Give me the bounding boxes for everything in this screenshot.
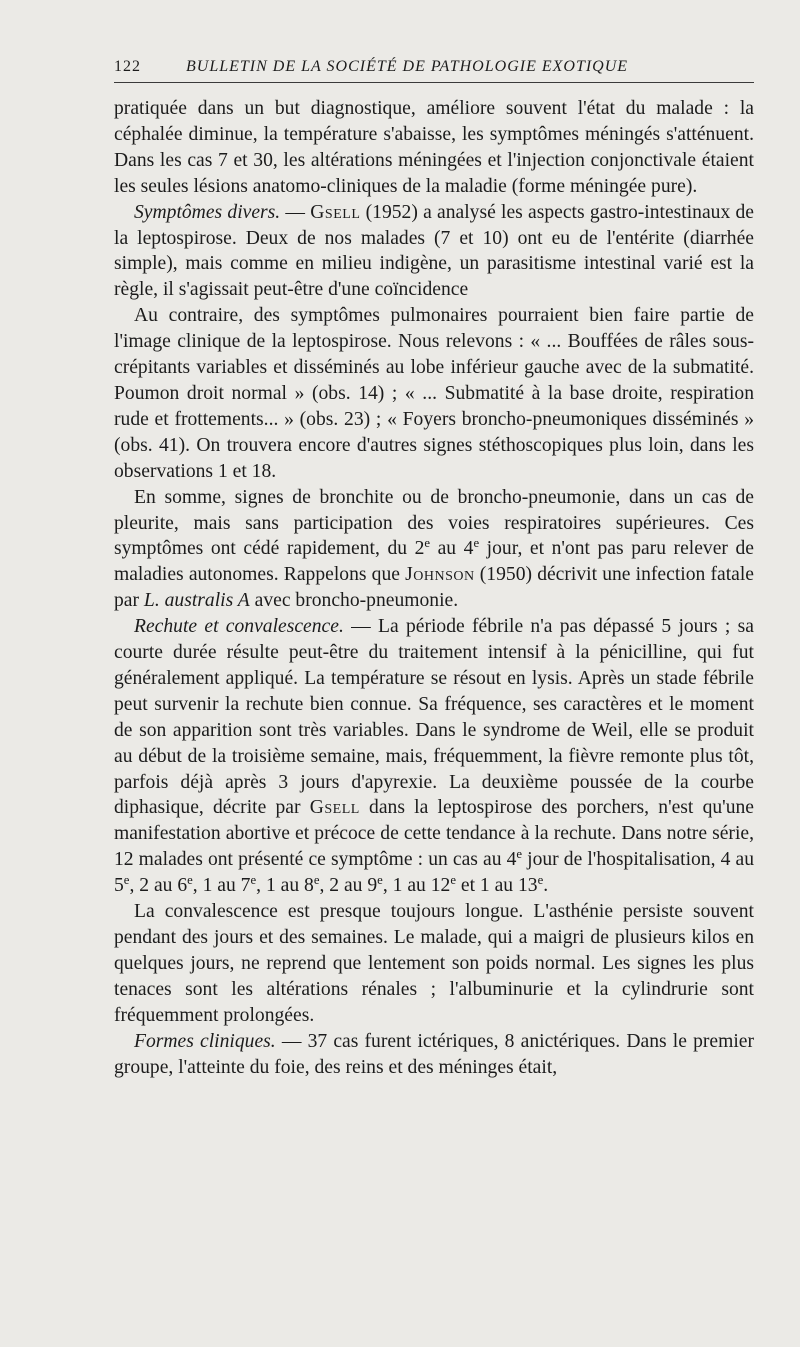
paragraph-2: Symptômes divers. — Gsell (1952) a analysé les aspects gastro-intestinaux de la leptospirose. Deux de nos malades (7 et 10) ont eu de l'entérite (diarrhée simple), mais comme en milieu indigène, un parasitisme intestinal varié est la règle, il s'agissait peut-être d'une coïncidence (114, 201, 754, 301)
paragraph-4: En somme, signes de bronchite ou de broncho-pneumonie, dans un cas de pleurite, mais sans participation des voies respiratoires supérieures. Ces symptômes ont cédé rapidement, du 2e au 4e jour, et n'ont pas paru relever de maladies autonomes. Rappelons que Johnson (1950) décrivit une infection fatale par L. australis A avec broncho-pneumonie. (114, 486, 754, 612)
body-text (114, 96, 754, 1080)
paragraph-1: pratiquée dans un but diagnostique, améliore souvent l'état du malade : la céphalée diminue, la température s'abaisse, les symptômes méningés s'atténuent. Dans les cas 7 et 30, les altérations méningées et l'injection conjonctivale étaient les seules lésions anatomo-cliniques de la maladie (forme méningée pure). (114, 98, 754, 197)
paragraph-6: La convalescence est presque toujours longue. L'asthénie persiste souvent pendant des jours et des semaines. Le malade, qui a maigri de plusieurs kilos en quelques jours, ne reprend que lentement son poids normal. Les signes les plus tenaces sont les altérations rénales ; l'albuminurie et la cylindrurie sont fréquemment prolongées. (114, 901, 754, 1026)
journal-title: BULLETIN DE LA SOCIÉTÉ DE PATHOLOGIE EXOTIQUE (186, 58, 629, 75)
section-heading-formes-cliniques: Formes cliniques. (134, 1030, 276, 1052)
paragraph-5: Rechute et convalescence. — La période fébrile n'a pas dépassé 5 jours ; sa courte durée résulte peut-être du traitement intensif à la pénicilline, qui fut généralement appliqué. La température se résout en lysis. Après un stade fébrile peut survenir la rechute bien connue. Sa fréquence, ses caractères et le moment de son apparition sont très variables. Dans le syndrome de Weil, elle se produit au début de la troisième semaine, mais, fréquemment, la fièvre remonte plus tôt, parfois déjà après 3 jours d'apyrexie. La deuxième poussée de la courbe diphasique, décrite par Gsell dans la leptospirose des porchers, n'est qu'une manifestation abortive et précoce de cette tendance à la rechute. Dans notre série, 12 malades ont présenté ce symptôme : un cas au 4e jour de l'hospitalisation, 4 au 5e, 2 au 6e, 1 au 7e, 1 au 8e, 2 au 9e, 1 au 12e et 1 au 13e. (114, 616, 754, 897)
section-heading-symptomes-divers: Symptômes divers. (134, 201, 281, 223)
page-number: 122 (114, 58, 141, 75)
species-name: L. australis A (143, 590, 250, 612)
section-heading-rechute: Rechute et convalescence. (134, 616, 344, 638)
paragraph-7: Formes cliniques. — 37 cas furent ictériques, 8 anictériques. Dans le premier groupe, l'atteinte du foie, des reins et des méninges était, (114, 1030, 754, 1078)
author-gsell: Gsell (310, 201, 361, 223)
paragraph-3: Au contraire, des symptômes pulmonaires pourraient bien faire partie de l'image clinique de la leptospirose. Nous relevons : « ... Bouffées de râles sous-crépitants variables et disséminés au lobe inférieur gauche avec de la submatité. Poumon droit normal » (obs. 14) ; « ... Submatité à la base droite, respiration rude et frottements... » (obs. 23) ; « Foyers broncho-pneumoniques disséminés » (obs. 41). On trouvera encore d'autres signes stéthoscopiques plus loin, dans les observations 1 et 18. (114, 305, 754, 482)
author-johnson: Johnson (405, 564, 475, 586)
header-rule (114, 82, 754, 83)
author-gsell: Gsell (309, 797, 360, 819)
